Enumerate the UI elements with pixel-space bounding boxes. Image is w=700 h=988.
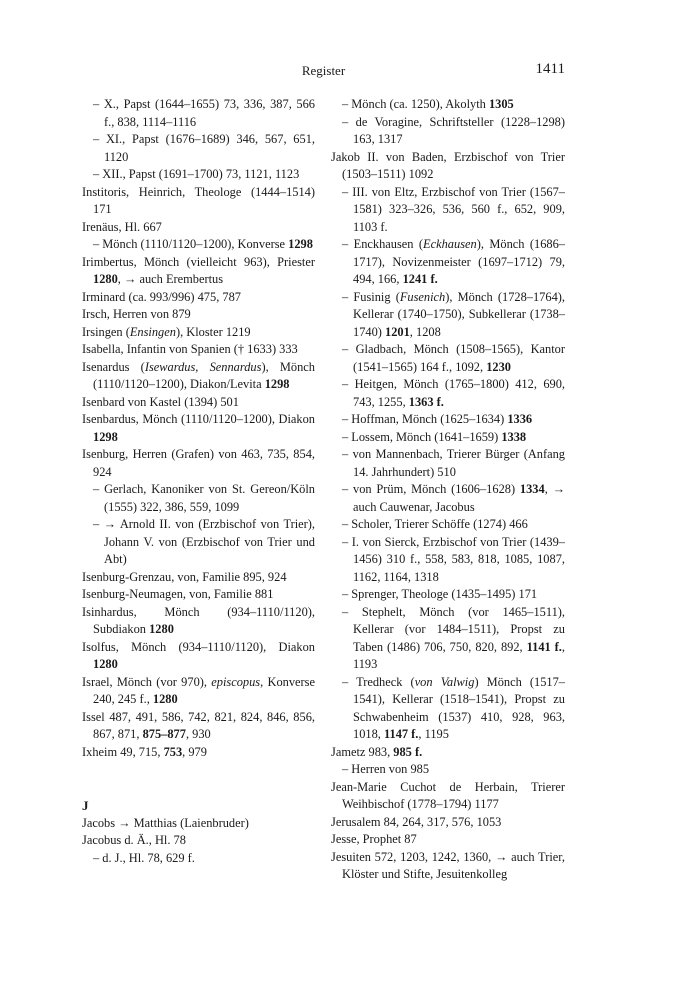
index-subentry <box>82 96 315 131</box>
main-page-reference: 1298 <box>264 377 290 391</box>
index-subentry <box>331 516 565 534</box>
variant-name: Ensingen <box>129 324 176 339</box>
main-page-reference: 1280 <box>149 622 174 636</box>
index-subentry <box>82 850 315 868</box>
index-subentry <box>331 96 565 114</box>
entry-text: – Herren von 985 <box>342 762 430 776</box>
entry-text: , 1208 <box>409 324 441 339</box>
index-subentry <box>331 761 565 779</box>
variant-name: Eckhausen <box>423 237 477 251</box>
entry-text: Jesuiten 572, 1203, 1242, 1360, → auch Trier, Klöster und Stifte, Jesuitenkolleg <box>331 849 565 881</box>
entry-text: – X., Papst (1644–1655) 73, 336, 387, 566 f., 838, 1114–1116 <box>93 97 315 129</box>
entry-text: – Mönch (ca. 1250), Akolyth <box>342 97 489 111</box>
entry-text: Jacobs → Matthias (Laienbruder) <box>82 815 249 830</box>
entry-text: – III. von Eltz, Erzbischof von Trier (1567–1581) 323–326, 536, 560 f., 652, 909, 1103 f. <box>342 184 565 234</box>
index-subentry <box>331 429 565 447</box>
index-entry <box>331 849 565 884</box>
index-subentry <box>331 236 565 289</box>
entry-text: Jametz 983, <box>331 744 394 759</box>
main-page-reference: 1336 <box>507 412 533 426</box>
entry-text: – Tredheck ( <box>342 674 415 689</box>
entry-text: Irsingen ( <box>82 324 130 339</box>
index-entry <box>82 674 315 709</box>
entry-text: , 930 <box>185 727 211 741</box>
entry-text: – Hoffman, Mönch (1625–1634) <box>342 412 508 426</box>
main-page-reference: 1338 <box>501 429 527 444</box>
entry-text: Isenbard von Kastel (1394) 501 <box>82 394 239 409</box>
index-entry <box>82 219 315 237</box>
entry-text: Isenburg-Neumagen, von, Familie 881 <box>82 587 274 601</box>
entry-text: , Konverse 240, 245 f., <box>93 674 315 706</box>
entry-text: Irenäus, Hl. 667 <box>82 219 162 234</box>
entry-text: Issel 487, 491, 586, 742, 821, 824, 846, 856, 867, 871, <box>82 709 315 741</box>
entry-text: – Enckhausen ( <box>342 237 424 251</box>
entry-text: – Lossem, Mönch (1641–1659) <box>342 429 502 444</box>
section-letter-heading: J <box>82 798 89 813</box>
index-subentry <box>82 516 315 569</box>
index-entry <box>82 289 315 307</box>
index-entry <box>82 604 315 639</box>
index-entry <box>82 254 315 289</box>
entry-text: Isenburg-Grenzau, von, Familie 895, 924 <box>82 569 287 584</box>
main-page-reference: 1363 f. <box>408 394 444 409</box>
index-subentry <box>331 341 565 376</box>
page-number: 1411 <box>535 61 565 77</box>
index-entry <box>331 831 565 849</box>
entry-text: – Stephelt, Mönch (vor 1465–1511), Kellerar (vor 1484–1511), Propst zu Taben (1486) 706, 750, 820, 892, <box>342 604 565 654</box>
index-entry <box>82 411 315 446</box>
index-subentry <box>331 534 565 587</box>
entry-text: – Gladbach, Mönch (1508–1565), Kantor (1541–1565) 164 f., 1092, <box>342 342 565 374</box>
entry-text: ), Mönch (1686–1717), Novizenmeister (1697–1712) 79, 494, 166, <box>353 237 565 286</box>
index-subentry <box>82 481 315 516</box>
entry-text: Isenburg, Herren (Grafen) von 463, 735, 854, 924 <box>82 447 315 479</box>
main-page-reference: 1241 f. <box>402 272 438 286</box>
main-page-reference: 1298 <box>288 237 313 251</box>
entry-text: – Fusinig ( <box>342 289 400 304</box>
entry-text: ), Mönch (1728–1764), Kellerar (1740–1750), Subkellerar (1738–1740) <box>353 289 565 339</box>
variant-name: Fusenich <box>399 289 446 304</box>
entry-text: Ixheim 49, 715, <box>82 744 164 759</box>
index-subentry <box>331 411 565 429</box>
index-subentry <box>82 166 315 184</box>
entry-text: – Heitgen, Mönch (1765–1800) 412, 690, 743, 1255, <box>342 377 565 409</box>
entry-text: ) Mönch (1517–1541), Kellerar (1518–1541), Propst zu Schwabenheim (1537) 410, 928, 963, 1018, <box>353 674 566 741</box>
index-subentry <box>82 236 315 254</box>
main-page-reference: 1334 <box>519 482 545 496</box>
entry-text: Israel, Mönch (vor 970), <box>82 674 212 689</box>
main-page-reference: 1280 <box>152 692 178 706</box>
entry-text: Jesse, Prophet 87 <box>331 832 417 846</box>
entry-text: – XI., Papst (1676–1689) 346, 567, 651, 1120 <box>93 132 315 164</box>
index-entry <box>331 814 565 832</box>
index-subentry <box>331 604 565 674</box>
variant-name: episcopus <box>211 674 261 689</box>
entry-text: Isinhardus, Mönch (934–1110/1120), Subdiakon <box>82 604 315 636</box>
entry-text: – d. J., Hl. 78, 629 f. <box>93 850 195 865</box>
variant-name: Isewardus, Sennardus <box>144 359 262 374</box>
entry-text: Jerusalem 84, 264, 317, 576, 1053 <box>331 814 502 829</box>
index-subentry <box>331 481 565 516</box>
entry-text: Irsch, Herren von 879 <box>82 307 191 321</box>
index-subentry <box>331 376 565 411</box>
running-title: Register <box>301 63 346 78</box>
entry-text: – de Voragine, Schriftsteller (1228–1298) 163, 1317 <box>342 114 565 146</box>
entry-text: Institoris, Heinrich, Theologe (1444–1514) 171 <box>82 184 315 216</box>
index-subentry <box>331 184 565 237</box>
index-entry <box>82 359 315 394</box>
entry-text: Jean-Marie Cuchot de Herbain, Trierer Weihbischof (1778–1794) 1177 <box>331 779 565 811</box>
entry-text: Irimbertus, Mönch (vielleicht 963), Priester <box>82 254 315 269</box>
entry-text: Isenbardus, Mönch (1110/1120–1200), Diakon <box>82 412 315 426</box>
index-entry <box>82 306 315 324</box>
main-page-reference: 753 <box>163 744 183 759</box>
entry-text: ), Mönch (1110/1120–1200), Diakon/Levita <box>93 359 315 391</box>
main-page-reference: 875–877 <box>142 727 186 741</box>
index-entry <box>82 324 315 342</box>
index-entry <box>82 184 315 219</box>
main-page-reference: 1305 <box>488 97 514 111</box>
index-entry <box>82 744 315 762</box>
index-entry <box>82 394 315 412</box>
index-subentry <box>331 674 565 744</box>
main-page-reference: 1147 f. <box>383 727 419 741</box>
section-gap <box>82 761 315 797</box>
entry-text: Irminard (ca. 993/996) 475, 787 <box>82 289 241 304</box>
running-header <box>82 61 565 81</box>
main-page-reference: 1298 <box>93 429 118 444</box>
index-entry <box>82 815 315 833</box>
entry-text: Isabella, Infantin von Spanien († 1633) 333 <box>82 342 298 356</box>
main-page-reference: 1280 <box>93 657 118 671</box>
index-subentry <box>331 289 565 342</box>
index-entry <box>82 709 315 744</box>
entry-text: Jakob II. von Baden, Erzbischof von Trier (1503–1511) 1092 <box>331 149 565 181</box>
entry-text: , → auch Cauwenar, Jacobus <box>353 482 565 514</box>
entry-text: ), Kloster 1219 <box>175 324 251 339</box>
index-entry <box>82 446 315 481</box>
index-entry <box>82 569 315 587</box>
entry-text: , → auch Erembertus <box>117 272 224 286</box>
entry-text: – Scholer, Trierer Schöffe (1274) 466 <box>342 517 528 531</box>
entry-text: , 979 <box>182 744 207 759</box>
entry-text: – I. von Sierck, Erzbischof von Trier (1439–1456) 310 f., 558, 583, 818, 1085, 1087, 1162, 1164, 1318 <box>342 534 565 584</box>
main-page-reference: 1230 <box>486 359 511 374</box>
main-page-reference: 1141 f. <box>526 639 562 654</box>
index-entry <box>82 586 315 604</box>
left-column <box>82 96 315 867</box>
main-page-reference: 985 f. <box>393 744 423 759</box>
index-subentry <box>82 131 315 166</box>
variant-name: von Valwig <box>414 674 475 689</box>
entry-text: Isenardus ( <box>82 359 145 374</box>
entry-text: – von Prüm, Mönch (1606–1628) <box>342 482 520 496</box>
index-subentry <box>331 446 565 481</box>
right-column <box>331 96 565 884</box>
entry-text: – → Arnold II. von (Erzbischof von Trier), Johann V. von (Erzbischof von Trier und Abt) <box>93 517 315 566</box>
entry-text: – Gerlach, Kanoniker von St. Gereon/Köln (1555) 322, 386, 559, 1099 <box>93 482 315 514</box>
main-page-reference: 1201 <box>385 324 410 339</box>
entry-text: – Sprenger, Theologe (1435–1495) 171 <box>342 587 538 601</box>
entry-text: , 1193 <box>353 639 565 671</box>
index-subentry <box>331 586 565 604</box>
entry-text: Isolfus, Mönch (934–1110/1120), Diakon <box>82 639 315 654</box>
index-entry <box>82 639 315 674</box>
entry-text: Jacobus d. Ä., Hl. 78 <box>82 833 186 847</box>
index-entry <box>82 341 315 359</box>
main-page-reference: 1280 <box>93 272 118 286</box>
entry-text: – von Mannenbach, Trierer Bürger (Anfang 14. Jahrhundert) 510 <box>342 447 565 479</box>
index-entry <box>82 832 315 850</box>
index-entry <box>331 149 565 184</box>
entry-text: , 1195 <box>418 727 449 741</box>
index-entry <box>331 779 565 814</box>
index-entry <box>331 744 565 762</box>
index-subentry <box>331 114 565 149</box>
entry-text: – Mönch (1110/1120–1200), Konverse <box>93 237 289 251</box>
entry-text: – XII., Papst (1691–1700) 73, 1121, 1123 <box>93 167 300 181</box>
